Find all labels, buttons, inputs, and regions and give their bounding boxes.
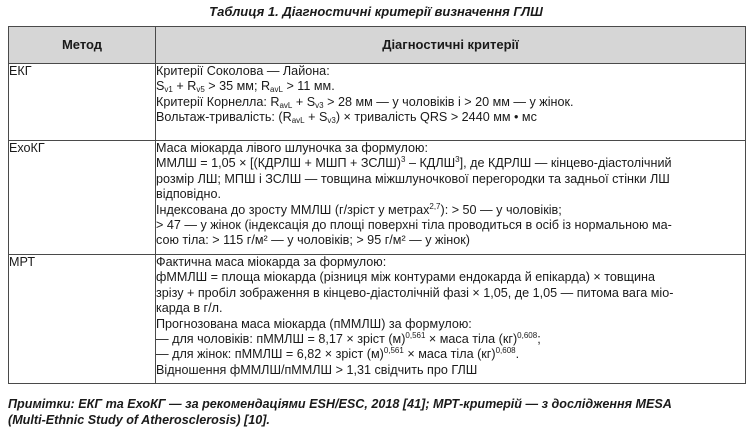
echo-line-3: розмір ЛШ; МПШ і ЗСЛШ — товщина міжшлуночкової перегородки та задньої стінки ЛШ (156, 171, 670, 186)
mri-line-3: зрізу + пробіл зображення в кінцево-діастолічній фазі × 1,05, де 1,05 — питома вага міо- (156, 285, 674, 300)
mri-line-5: Прогнозована маса міокарда (пММЛШ) за формулою: (156, 316, 472, 331)
mri-line-2: фММЛШ = площа міокарда (різниця між контурами ендокарда й епікарда) × товщина (156, 270, 655, 285)
sokolow-title: Критерії Соколова — Лайона: (156, 64, 330, 78)
notes-line-2: (Multi-Ethnic Study of Atherosclerosis) [10]. (8, 412, 270, 427)
table-row-mri (9, 255, 746, 384)
table-caption: Таблиця 1. Діагностичні критерії визначення ГЛШ (209, 4, 543, 19)
sokolow-formula: $S_{v1} + R_{v5} > 35$ мм; $R_{avL} > 11$ мм. (156, 79, 335, 95)
table-notes (8, 397, 746, 428)
table-row-ecg (9, 64, 746, 141)
mri-line-1: Фактична маса міокарда за формулою: (156, 255, 387, 269)
notes-line-1: Примітки: ЕКГ та ЕхоКГ — за рекомендаціями ESH/ESC, 2018 [41]; МРТ-критерій — з дослідження MESA (8, 397, 672, 411)
mri-line-4: карда в г/л. (156, 301, 223, 316)
cornell-criteria: Критерії Корнелла: $R_{avL} + S_{v3} > 28$ мм — у чоловіків і > 20 мм — у жінок. (156, 94, 574, 110)
voltage-duration: Вольтаж-тривалість: $(R_{avL} + S_{v3})$ × тривалість QRS > 2440 мм • мс (156, 110, 537, 126)
criteria-table (8, 26, 746, 384)
method-ecg: ЕКГ (9, 64, 156, 141)
header-method: Метод (9, 27, 156, 64)
echo-line-6: > 47 — у жінок (індексація до площі поверхні тіла проводиться в осіб із нормальною ма- (156, 218, 672, 233)
mri-women-formula: — для жінок: пММЛШ = 6,82 × зріст $(м)^{0,561}$ × маса тіла (кг)$^{0,608}$. (156, 346, 520, 362)
mri-men-formula: — для чоловіків: пММЛШ = 8,17 × зріст $(м)^{0,561}$ × маса тіла (кг)$^{0,608}$; (156, 331, 541, 347)
echo-line-7: сою тіла: > 115 г/м² — у чоловіків; > 95 г/м² — у жінок) (156, 233, 470, 248)
criteria-ecg (156, 64, 746, 141)
echo-line-4: відповідно. (156, 187, 221, 202)
table-row-echo (9, 141, 746, 255)
criteria-echo (156, 141, 746, 255)
echo-line-1: Маса міокарда лівого шлуночка за формулою: (156, 141, 428, 155)
table-header-row (9, 27, 746, 64)
mri-line-8: Відношення фММЛШ/пММЛШ > 1,31 свідчить про ГЛШ (156, 362, 478, 377)
header-criteria: Діагностичні критерії (156, 27, 746, 64)
echo-formula: ММЛШ = 1,05 × [(КДРЛШ + МШП + ЗСЛШ)$^3$ – КДЛШ$^3$], де КДРЛШ — кінцево-діастолічний (156, 155, 672, 171)
method-mri: МРТ (9, 255, 156, 384)
method-echo: ЕхоКГ (9, 141, 156, 255)
echo-indexed: Індексована до зросту ММЛШ (г/зріст у метрах$^{2,7}$): > 50 — у чоловіків; (156, 201, 562, 217)
criteria-mri (156, 255, 746, 384)
